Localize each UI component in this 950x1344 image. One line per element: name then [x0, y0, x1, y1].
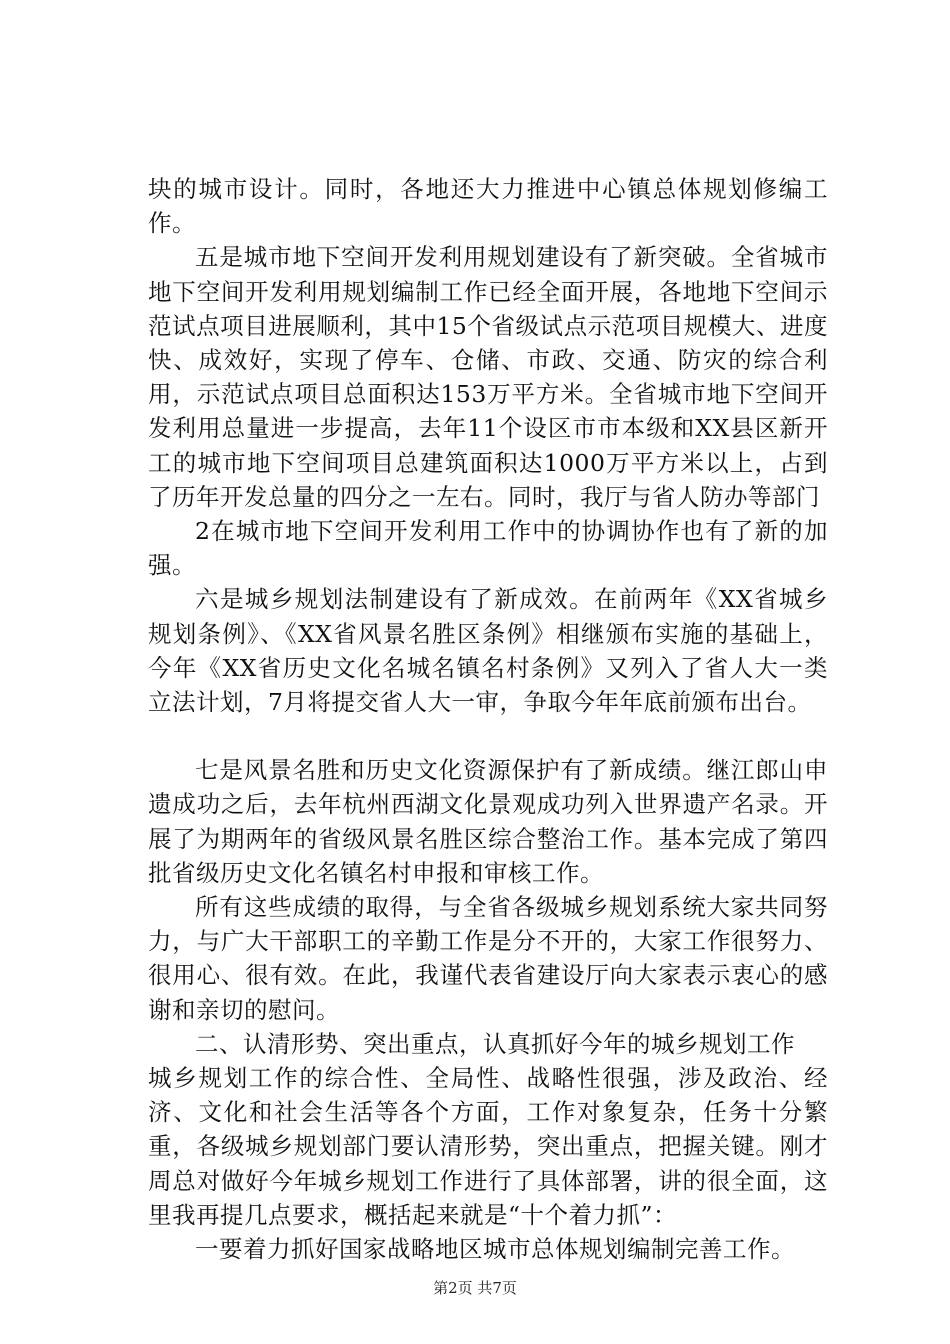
page-number-footer: 第2页 共7页	[433, 1279, 517, 1297]
document-body	[148, 172, 828, 1266]
paragraph-gap	[148, 719, 828, 753]
paragraph-2: 五是城市地下空间开发利用规划建设有了新突破。全省城市地下空间开发利用规划编制工作已经全面开展，各地地下空间示范试点项目进展顺利，其中15个省级试点示范项目规模大、进度快、成效好，实现了停车、仓储、市政、交通、防灾的综合利用，示范试点项目总面积达153万平方米。全省城市地下空间开发利用总量进一步提高，去年11个设区市市本级和XX县区新开工的城市地下空间项目总建筑面积达1000万平方米以上，占到了历年开发总量的四分之一左右。同时，我厅与省人防办等部门	[148, 243, 828, 511]
paragraph-5: 七是风景名胜和历史文化资源保护有了新成绩。继江郎山申遗成功之后，去年杭州西湖文化景观成功列入世界遗产名录。开展了为期两年的省级风景名胜区综合整治工作。基本完成了第四批省级历史文化名镇名村申报和审核工作。	[148, 756, 828, 887]
paragraph-7: 城乡规划工作的综合性、全局性、战略性很强，涉及政治、经济、文化和社会生活等各个方面，工作对象复杂，任务十分繁重，各级城乡规划部门要认清形势，突出重点，把握关键。刚才周总对做好今年城乡规划工作进行了具体部署，讲的很全面，这里我再提几点要求，概括起来就是“十个着力抓”：	[148, 1064, 828, 1229]
paragraph-1: 块的城市设计。同时，各地还大力推进中心镇总体规划修编工作。	[148, 175, 828, 238]
paragraph-4: 六是城乡规划法制建设有了新成效。在前两年《XX省城乡规划条例》、《XX省风景名胜区条例》相继颁布实施的基础上，今年《XX省历史文化名城名镇名村条例》又列入了省人大一类立法计划，7月将提交省人大一审，争取今年年底前颁布出台。	[148, 585, 828, 717]
section-heading: 二、认清形势、突出重点，认真抓好今年的城乡规划工作	[195, 1029, 795, 1058]
paragraph-3: 2在城市地下空间开发利用工作中的协调协作也有了新的加强。	[148, 517, 828, 580]
paragraph-6: 所有这些成绩的取得，与全省各级城乡规划系统大家共同努力，与广大干部职工的辛勤工作是分不开的，大家工作很努力、很用心、很有效。在此，我谨代表省建设厅向大家表示衷心的感谢和亲切的慰问。	[148, 893, 828, 1024]
paragraph-8: 一要着力抓好国家战略地区城市总体规划编制完善工作。	[195, 1235, 795, 1264]
